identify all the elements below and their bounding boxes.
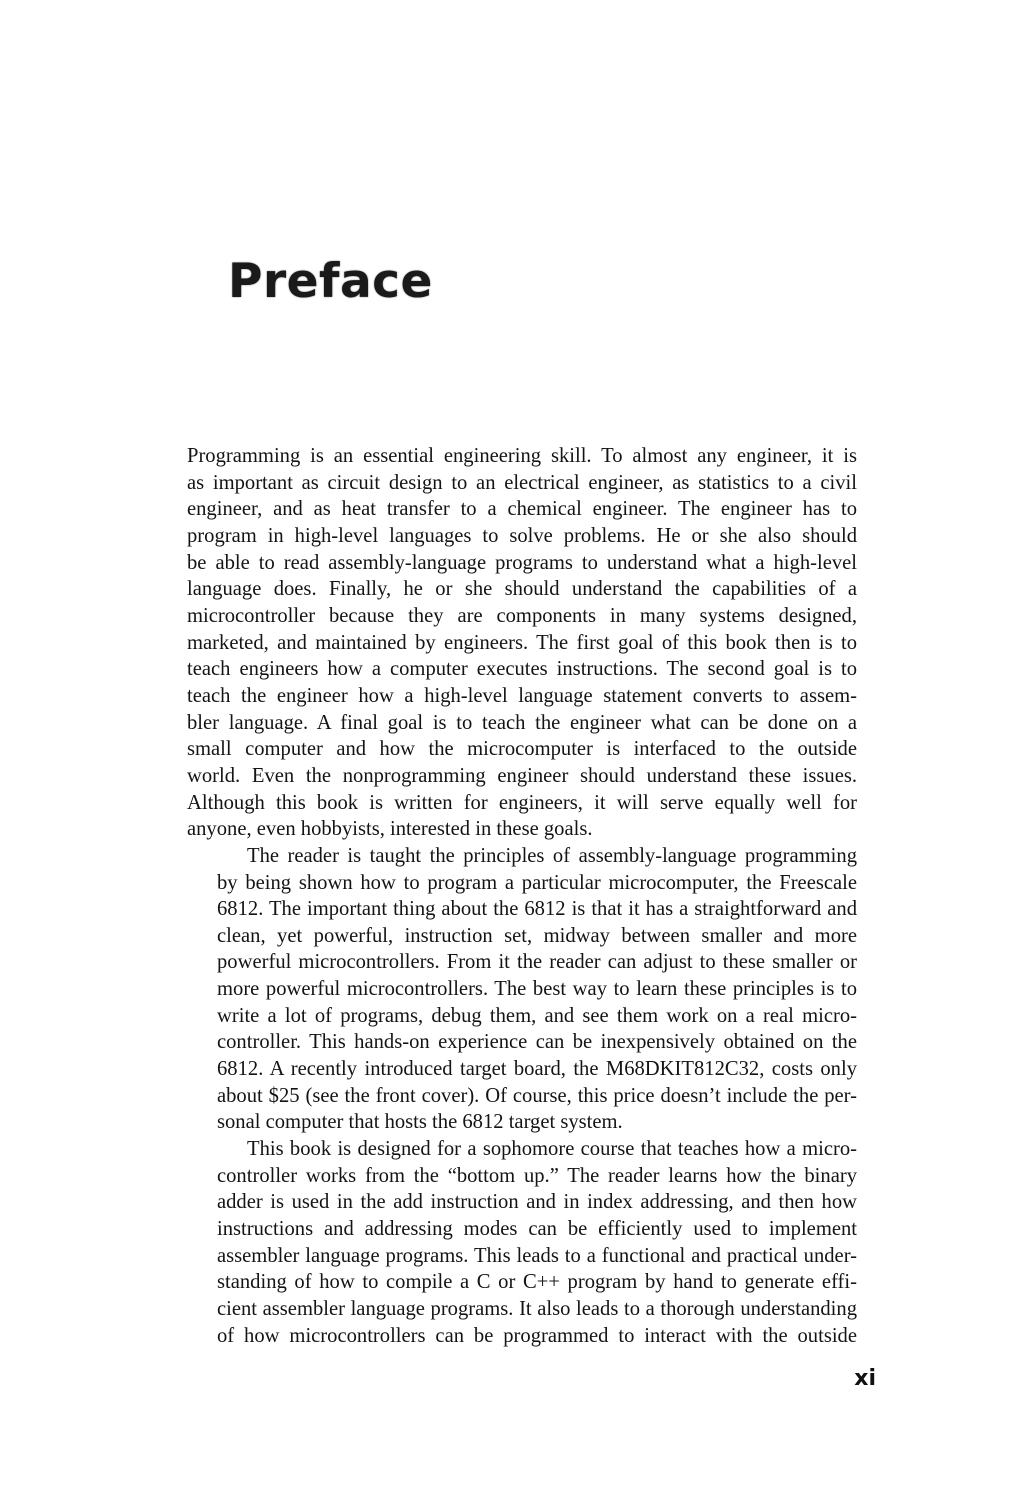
text-line: write a lot of programs, debug them, and see them work on a real micro- [217, 1004, 857, 1027]
paragraph-3 [187, 1136, 857, 1349]
text-line: as important as circuit design to an electrical engineer, as statistics to a civil [187, 471, 857, 494]
text-line: sonal computer that hosts the 6812 target system. [217, 1111, 623, 1134]
text-line: about $25 (see the front cover). Of course, this price doesn’t include the per- [217, 1084, 857, 1107]
text-line: controller. This hands-on experience can be inexpensively obtained on the [217, 1031, 857, 1054]
text-line: marketed, and maintained by engineers. The first goal of this book then is to [187, 631, 857, 654]
text-line: This book is designed for a sophomore course that teaches how a micro- [247, 1138, 857, 1161]
chapter-title: Preface [228, 254, 433, 309]
text-line: standing of how to compile a C or C++ program by hand to generate effi- [217, 1271, 857, 1294]
text-line: engineer, and as heat transfer to a chemical engineer. The engineer has to [187, 498, 857, 521]
text-line: clean, yet powerful, instruction set, midway between smaller and more [217, 924, 857, 947]
body-text [187, 443, 857, 1349]
text-line: The reader is taught the principles of assembly-language programming [247, 844, 857, 867]
text-line: more powerful microcontrollers. The best way to learn these principles is to [217, 978, 857, 1001]
text-line: of how microcontrollers can be programmed to interact with the outside [217, 1324, 857, 1347]
text-line: cient assembler language programs. It also leads to a thorough understanding [217, 1298, 857, 1320]
text-line: by being shown how to program a particular microcomputer, the Freescale [217, 871, 857, 894]
text-line: small computer and how the microcomputer is interfaced to the outside [187, 738, 857, 761]
text-line: be able to read assembly-language programs to understand what a high-level [187, 551, 857, 574]
paragraph-1 [187, 443, 857, 843]
text-line: world. Even the nonprogramming engineer should understand these issues. [187, 764, 857, 787]
text-line: powerful microcontrollers. From it the reader can adjust to these smaller or [217, 951, 857, 974]
text-line: Programming is an essential engineering skill. To almost any engineer, it is [187, 445, 857, 467]
text-line: adder is used in the add instruction and in index addressing, and then how [217, 1191, 857, 1214]
text-line: 6812. A recently introduced target board, the M68DKIT812C32, costs only [217, 1058, 857, 1081]
page-number: xi [854, 1366, 876, 1391]
text-line: Although this book is written for engineers, it will serve equally well for [187, 791, 857, 814]
text-line: controller works from the “bottom up.” The reader learns how the binary [217, 1164, 857, 1187]
text-line: instructions and addressing modes can be efficiently used to implement [217, 1218, 857, 1241]
text-line: language does. Finally, he or she should understand the capabilities of a [187, 578, 857, 601]
text-line: anyone, even hobbyists, interested in these goals. [187, 818, 593, 841]
text-line: program in high-level languages to solve problems. He or she also should [187, 524, 857, 547]
text-line: teach engineers how a computer executes instructions. The second goal is to [187, 658, 857, 681]
text-line: 6812. The important thing about the 6812 is that it has a straightforward and [217, 898, 857, 921]
text-line: teach the engineer how a high-level language statement converts to assem- [187, 684, 857, 707]
text-line: bler language. A final goal is to teach the engineer what can be done on a [187, 711, 857, 734]
paragraph-2 [187, 843, 857, 1136]
text-line: assembler language programs. This leads to a functional and practical under- [217, 1244, 857, 1267]
text-line: microcontroller because they are components in many systems designed, [187, 604, 857, 627]
